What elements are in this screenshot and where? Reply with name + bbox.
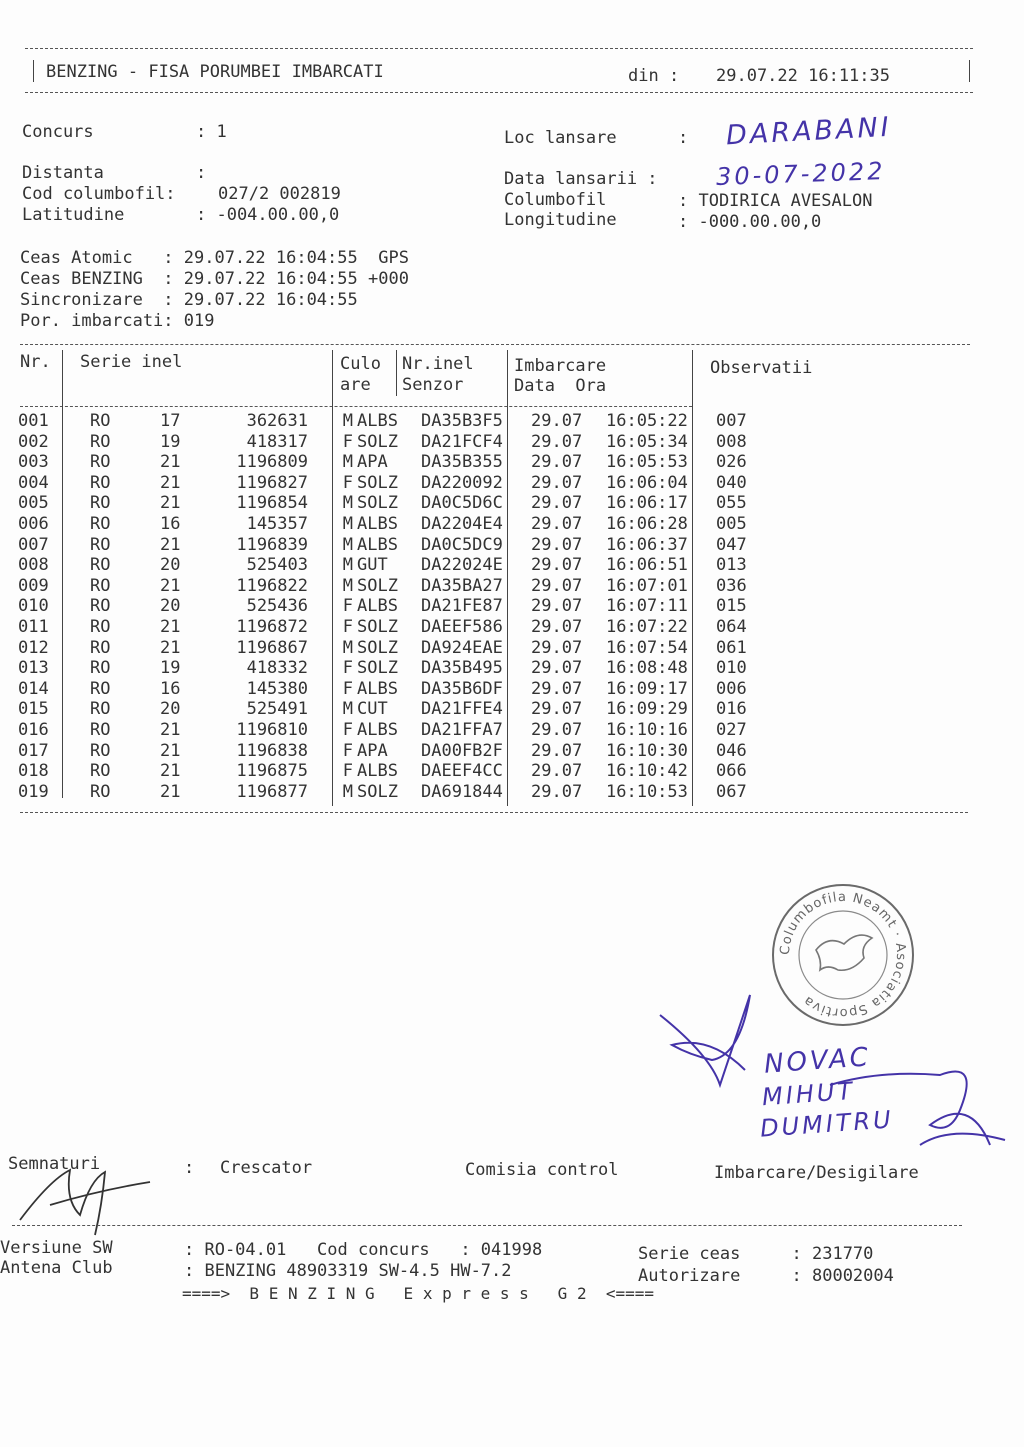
ring-country-cell: RO: [90, 596, 111, 617]
table-top-rule: [20, 344, 970, 345]
boarding-date-cell: 29.07: [531, 596, 583, 617]
sensor-ring-id-cell: DAEEF586: [421, 616, 503, 637]
boarding-time-cell: 16:10:16: [606, 719, 688, 740]
ring-number-cell: 1196875: [236, 761, 308, 782]
boarding-date-cell: 29.07: [531, 740, 583, 761]
color-code-cell: SOLZ: [357, 431, 398, 452]
row-number-cell: 014: [18, 678, 49, 699]
sensor-ring-id-cell: DA35B3F5: [421, 411, 503, 431]
concurs-value: : 1: [196, 122, 227, 142]
sex-cell: F: [342, 761, 353, 782]
boarding-date-cell: 29.07: [531, 781, 583, 802]
observation-cell: 013: [716, 555, 747, 576]
boarding-date-cell: 29.07: [531, 719, 583, 740]
header-top-rule: [25, 48, 973, 49]
boarding-date-cell: 29.07: [531, 616, 583, 637]
ring-year-cell: 21: [160, 452, 181, 473]
ring-year-cell: 20: [160, 555, 181, 576]
boarding-time-cell: 16:05:22: [606, 411, 688, 431]
table-row: [18, 596, 776, 617]
boarding-time-cell: 16:10:30: [606, 740, 688, 761]
ring-country-cell: RO: [90, 411, 111, 431]
table-row: [18, 473, 776, 494]
ring-number-cell: 1196854: [236, 493, 308, 514]
boarding-time-cell: 16:05:34: [606, 431, 688, 452]
latitudine-value: : -004.00.00,0: [196, 205, 340, 225]
color-code-cell: GUT: [357, 555, 388, 576]
table-row: [18, 617, 776, 638]
col-header-imbarcare-2: Data Ora: [514, 376, 607, 396]
ring-year-cell: 16: [160, 678, 181, 699]
ring-year-cell: 20: [160, 699, 181, 720]
ring-country-cell: RO: [90, 761, 111, 782]
table-row: [18, 535, 776, 556]
ring-number-cell: 1196838: [236, 740, 308, 761]
ring-year-cell: 20: [160, 596, 181, 617]
distanta-value: :: [196, 163, 207, 183]
color-code-cell: ALBS: [357, 719, 398, 740]
col-header-culoare-2: are: [340, 375, 371, 395]
sincronizare-line: Sincronizare : 29.07.22 16:04:55: [20, 290, 358, 310]
sex-cell: M: [342, 781, 353, 802]
table-row: [18, 411, 776, 432]
boarding-date-cell: 29.07: [531, 555, 583, 576]
data-lansarii-label: Data lansarii :: [504, 169, 658, 189]
sensor-ring-id-cell: DA35BA27: [421, 575, 503, 596]
table-row: [18, 720, 776, 741]
ring-number-cell: 145380: [246, 678, 308, 699]
ring-number-cell: 145357: [246, 513, 308, 534]
sensor-ring-id-cell: DA35B355: [421, 452, 503, 473]
table-row: [18, 782, 776, 803]
boarding-date-cell: 29.07: [531, 575, 583, 596]
footer-versiune-info: : RO-04.01 Cod concurs : 041998: [184, 1240, 543, 1260]
ring-year-cell: 21: [160, 534, 181, 555]
color-code-cell: APA: [357, 452, 388, 473]
observation-cell: 015: [716, 596, 747, 617]
ring-country-cell: RO: [90, 699, 111, 720]
sensor-ring-id-cell: DA35B495: [421, 658, 503, 679]
sensor-ring-id-cell: DA22024E: [421, 555, 503, 576]
color-code-cell: ALBS: [357, 761, 398, 782]
boarding-time-cell: 16:07:54: [606, 637, 688, 658]
ring-number-cell: 1196810: [236, 719, 308, 740]
boarding-time-cell: 16:06:04: [606, 472, 688, 493]
ring-number-cell: 1196827: [236, 472, 308, 493]
col-header-observatii: Observatii: [710, 358, 813, 378]
semnaturi-label: Semnaturi: [8, 1154, 101, 1174]
boarding-date-cell: 29.07: [531, 472, 583, 493]
table-row: [18, 638, 776, 659]
sensor-ring-id-cell: DA691844: [421, 781, 503, 802]
ring-country-cell: RO: [90, 575, 111, 596]
ring-number-cell: 1196822: [236, 575, 308, 596]
footer-top-rule: [12, 1225, 962, 1226]
observation-cell: 047: [716, 534, 747, 555]
ring-number-cell: 1196877: [236, 781, 308, 802]
boarding-date-cell: 29.07: [531, 534, 583, 555]
boarding-date-cell: 29.07: [531, 452, 583, 473]
boarding-time-cell: 16:06:51: [606, 555, 688, 576]
observation-cell: 005: [716, 513, 747, 534]
header-right-border: [969, 60, 970, 82]
col-header-nr: Nr.: [20, 352, 51, 372]
ring-year-cell: 17: [160, 411, 181, 431]
ring-country-cell: RO: [90, 781, 111, 802]
col-header-nrinel-2: Senzor: [402, 375, 464, 395]
boarding-date-cell: 29.07: [531, 658, 583, 679]
pigeons-table: [18, 411, 776, 802]
handwritten-name-3: DUMITRU: [759, 1105, 895, 1143]
ring-year-cell: 21: [160, 493, 181, 514]
table-row: [18, 555, 776, 576]
header-bottom-rule: [25, 92, 973, 93]
boarding-time-cell: 16:10:53: [606, 781, 688, 802]
sensor-ring-id-cell: DA21FFE4: [421, 699, 503, 720]
boarding-date-cell: 29.07: [531, 637, 583, 658]
color-code-cell: SOLZ: [357, 637, 398, 658]
date-label: din :: [628, 66, 680, 86]
observation-cell: 055: [716, 493, 747, 514]
table-row: [18, 493, 776, 514]
ceas-atomic-line: Ceas Atomic : 29.07.22 16:04:55 GPS: [20, 248, 409, 268]
ring-country-cell: RO: [90, 637, 111, 658]
observation-cell: 008: [716, 431, 747, 452]
observation-cell: 066: [716, 761, 747, 782]
observation-cell: 016: [716, 699, 747, 720]
comisia-control-label: Comisia control: [465, 1160, 619, 1180]
sex-cell: M: [342, 534, 353, 555]
footer-serie-ceas: Serie ceas : 231770: [638, 1244, 874, 1264]
row-number-cell: 018: [18, 761, 49, 782]
ring-country-cell: RO: [90, 431, 111, 452]
sensor-ring-id-cell: DA00FB2F: [421, 740, 503, 761]
document-title: BENZING - FISA PORUMBEI IMBARCATI: [46, 62, 384, 82]
color-code-cell: SOLZ: [357, 781, 398, 802]
table-row: [18, 741, 776, 762]
color-code-cell: ALBS: [357, 534, 398, 555]
color-code-cell: ALBS: [357, 411, 398, 431]
footer-antena-info: : BENZING 48903319 SW-4.5 HW-7.2: [184, 1261, 512, 1281]
handwritten-name-2: MIHUT: [761, 1076, 856, 1112]
sex-cell: M: [342, 513, 353, 534]
loc-lansare-label: Loc lansare: [504, 128, 617, 148]
boarding-time-cell: 16:05:53: [606, 452, 688, 473]
dove-icon: [816, 935, 872, 970]
ceas-benzing-line: Ceas BENZING : 29.07.22 16:04:55 +000: [20, 269, 409, 289]
sensor-ring-id-cell: DA35B6DF: [421, 678, 503, 699]
observation-cell: 006: [716, 678, 747, 699]
observation-cell: 026: [716, 452, 747, 473]
observation-cell: 010: [716, 658, 747, 679]
sex-cell: F: [342, 719, 353, 740]
row-number-cell: 019: [18, 781, 49, 802]
sensor-ring-id-cell: DA0C5DC9: [421, 534, 503, 555]
row-number-cell: 017: [18, 740, 49, 761]
observation-cell: 040: [716, 472, 747, 493]
ring-year-cell: 21: [160, 740, 181, 761]
observation-cell: 046: [716, 740, 747, 761]
sex-cell: M: [342, 411, 353, 431]
sex-cell: M: [342, 637, 353, 658]
ring-year-cell: 21: [160, 575, 181, 596]
sex-cell: F: [342, 740, 353, 761]
row-number-cell: 009: [18, 575, 49, 596]
sex-cell: F: [342, 472, 353, 493]
ring-number-cell: 418332: [246, 658, 308, 679]
data-lansarii-handwritten: 30-07-2022: [715, 157, 886, 191]
imbarcare-desigilare-label: Imbarcare/Desigilare: [714, 1163, 919, 1183]
row-number-cell: 002: [18, 431, 49, 452]
table-row: [18, 761, 776, 782]
crescator-label: Crescator: [220, 1158, 313, 1178]
row-number-cell: 015: [18, 699, 49, 720]
boarding-time-cell: 16:07:01: [606, 575, 688, 596]
loc-lansare-handwritten: DARABANI: [725, 111, 893, 152]
sex-cell: M: [342, 575, 353, 596]
row-number-cell: 003: [18, 452, 49, 473]
sex-cell: F: [342, 431, 353, 452]
table-bottom-rule: [20, 812, 968, 813]
ring-country-cell: RO: [90, 472, 111, 493]
columbofil-value: : TODIRICA AVESALON: [678, 191, 873, 211]
stamp-text: Columbofila Neamt · Asociatia Sportiva: [777, 889, 909, 1021]
color-code-cell: ALBS: [357, 678, 398, 699]
col-header-imbarcare-1: Imbarcare: [514, 356, 607, 376]
loc-lansare-colon: :: [678, 128, 689, 148]
sex-cell: M: [342, 699, 353, 720]
boarding-date-cell: 29.07: [531, 411, 583, 431]
table-header-rule: [20, 406, 692, 407]
col-header-culoare-1: Culo: [340, 354, 381, 374]
ring-year-cell: 21: [160, 781, 181, 802]
row-number-cell: 011: [18, 616, 49, 637]
boarding-date-cell: 29.07: [531, 513, 583, 534]
row-number-cell: 006: [18, 513, 49, 534]
row-number-cell: 004: [18, 472, 49, 493]
color-code-cell: SOLZ: [357, 493, 398, 514]
ring-country-cell: RO: [90, 555, 111, 576]
boarding-date-cell: 29.07: [531, 493, 583, 514]
row-number-cell: 016: [18, 719, 49, 740]
semnaturi-colon: :: [184, 1158, 195, 1178]
ring-year-cell: 19: [160, 658, 181, 679]
table-row: [18, 658, 776, 679]
row-number-cell: 007: [18, 534, 49, 555]
ring-number-cell: 362631: [246, 411, 308, 431]
row-number-cell: 010: [18, 596, 49, 617]
sensor-ring-id-cell: DA220092: [421, 472, 503, 493]
sensor-ring-id-cell: DA0C5D6C: [421, 493, 503, 514]
pigeons-table-body: [18, 411, 776, 802]
ring-number-cell: 525436: [246, 596, 308, 617]
distanta-label: Distanta: [22, 163, 104, 183]
row-number-cell: 005: [18, 493, 49, 514]
boarding-time-cell: 16:07:22: [606, 616, 688, 637]
observation-cell: 036: [716, 575, 747, 596]
ring-country-cell: RO: [90, 678, 111, 699]
observation-cell: 027: [716, 719, 747, 740]
sex-cell: F: [342, 616, 353, 637]
ring-country-cell: RO: [90, 534, 111, 555]
footer-benzing-express: ====> B E N Z I N G E x p r e s s G 2 <====: [182, 1284, 655, 1303]
sex-cell: F: [342, 596, 353, 617]
ring-number-cell: 1196872: [236, 616, 308, 637]
longitudine-label: Longitudine: [504, 210, 617, 230]
sensor-ring-id-cell: DA21FFA7: [421, 719, 503, 740]
ring-country-cell: RO: [90, 658, 111, 679]
ring-number-cell: 1196809: [236, 452, 308, 473]
ring-country-cell: RO: [90, 493, 111, 514]
sensor-ring-id-cell: DAEEF4CC: [421, 761, 503, 782]
footer-autorizare: Autorizare : 80002004: [638, 1266, 894, 1286]
color-code-cell: SOLZ: [357, 575, 398, 596]
boarding-time-cell: 16:06:17: [606, 493, 688, 514]
table-row: [18, 432, 776, 453]
cod-columbofil-value: 027/2 002819: [218, 184, 341, 204]
boarding-date-cell: 29.07: [531, 431, 583, 452]
concurs-label: Concurs: [22, 122, 94, 142]
longitudine-value: : -000.00.00,0: [678, 212, 822, 232]
boarding-date-cell: 29.07: [531, 761, 583, 782]
boarding-time-cell: 16:09:29: [606, 699, 688, 720]
sensor-ring-id-cell: DA21FCF4: [421, 431, 503, 452]
observation-cell: 067: [716, 781, 747, 802]
color-code-cell: ALBS: [357, 513, 398, 534]
color-code-cell: APA: [357, 740, 388, 761]
sex-cell: F: [342, 658, 353, 679]
footer-versiune-label: Versiune SW: [0, 1238, 113, 1258]
footer-antena-label: Antena Club: [0, 1258, 113, 1278]
ring-country-cell: RO: [90, 719, 111, 740]
sensor-ring-id-cell: DA21FE87: [421, 596, 503, 617]
color-code-cell: SOLZ: [357, 472, 398, 493]
observation-cell: 007: [716, 411, 747, 431]
header-left-border: [33, 60, 34, 82]
row-number-cell: 001: [18, 411, 49, 431]
ring-country-cell: RO: [90, 452, 111, 473]
sensor-ring-id-cell: DA2204E4: [421, 513, 503, 534]
ring-number-cell: 418317: [246, 431, 308, 452]
porumbei-imbarcati-line: Por. imbarcati: 019: [20, 311, 215, 331]
observation-cell: 064: [716, 616, 747, 637]
cod-columbofil-label: Cod columbofil:: [22, 184, 176, 204]
boarding-date-cell: 29.07: [531, 678, 583, 699]
color-code-cell: SOLZ: [357, 658, 398, 679]
sex-cell: M: [342, 493, 353, 514]
columbofil-label: Columbofil: [504, 190, 607, 210]
ring-year-cell: 21: [160, 616, 181, 637]
boarding-time-cell: 16:07:11: [606, 596, 688, 617]
breeder-signature: [10, 1160, 160, 1240]
row-number-cell: 012: [18, 637, 49, 658]
sensor-ring-id-cell: DA924EAE: [421, 637, 503, 658]
latitudine-label: Latitudine: [22, 205, 125, 225]
ring-year-cell: 21: [160, 719, 181, 740]
sex-cell: F: [342, 678, 353, 699]
boarding-time-cell: 16:06:28: [606, 513, 688, 534]
boarding-time-cell: 16:09:17: [606, 678, 688, 699]
color-code-cell: CUT: [357, 699, 388, 720]
color-code-cell: ALBS: [357, 596, 398, 617]
table-row: [18, 514, 776, 535]
ring-country-cell: RO: [90, 616, 111, 637]
ring-number-cell: 525403: [246, 555, 308, 576]
boarding-date-cell: 29.07: [531, 699, 583, 720]
col-header-serie: Serie inel: [80, 352, 183, 372]
table-row: [18, 699, 776, 720]
ring-year-cell: 21: [160, 637, 181, 658]
observation-cell: 061: [716, 637, 747, 658]
table-row: [18, 452, 776, 473]
ring-number-cell: 525491: [246, 699, 308, 720]
ring-year-cell: 19: [160, 431, 181, 452]
boarding-time-cell: 16:08:48: [606, 658, 688, 679]
handwritten-name-1: NOVAC: [763, 1042, 872, 1080]
ring-country-cell: RO: [90, 513, 111, 534]
boarding-time-cell: 16:10:42: [606, 761, 688, 782]
ring-country-cell: RO: [90, 740, 111, 761]
ring-number-cell: 1196839: [236, 534, 308, 555]
ring-year-cell: 21: [160, 472, 181, 493]
table-row: [18, 679, 776, 700]
ring-year-cell: 21: [160, 761, 181, 782]
color-code-cell: SOLZ: [357, 616, 398, 637]
ring-number-cell: 1196867: [236, 637, 308, 658]
date-value: 29.07.22 16:11:35: [716, 66, 890, 86]
row-number-cell: 008: [18, 555, 49, 576]
sex-cell: M: [342, 452, 353, 473]
sex-cell: M: [342, 555, 353, 576]
row-number-cell: 013: [18, 658, 49, 679]
divider-culoare: [396, 350, 397, 396]
boarding-time-cell: 16:06:37: [606, 534, 688, 555]
col-header-nrinel-1: Nr.inel: [402, 354, 474, 374]
ring-year-cell: 16: [160, 513, 181, 534]
table-row: [18, 576, 776, 597]
